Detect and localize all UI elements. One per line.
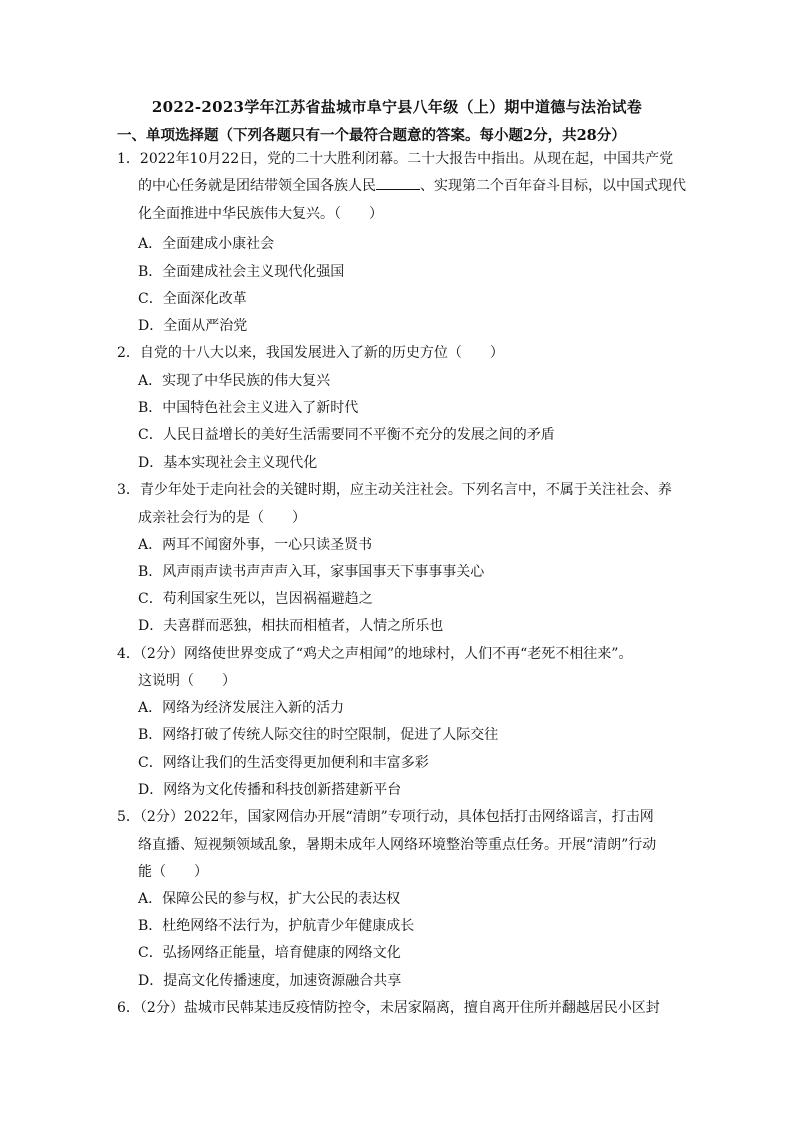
question-3-option-b: B．风声雨声读书声声声入耳，家事国事天下事事事关心	[138, 564, 485, 580]
question-1-option-a: A．全面建成小康社会	[138, 236, 275, 252]
page-title: 2022-2023学年江苏省盐城市阜宁县八年级（上）期中道德与法治试卷	[151, 98, 643, 116]
question-5-line-2: 络直播、短视频领域乱象，暑期未成年人网络环境整治等重点任务。开展“清朗”行动	[138, 837, 657, 853]
question-1-line-2: 的中心任务就是团结带领全国各族人民 、实现第二个百年奋斗目标，以中国式现代	[138, 178, 686, 194]
question-5-option-c: C．弘扬网络正能量，培育健康的网络文化	[138, 945, 401, 961]
question-4-option-b: B．网络打破了传统人际交往的时空限制，促进了人际交往	[138, 727, 499, 743]
question-3-option-c: C．苟利国家生死以，岂因祸福避趋之	[138, 591, 373, 607]
question-4-option-d: D．网络为文化传播和科技创新搭建新平台	[138, 782, 402, 798]
question-5-line-1: 5．（2分）2022年，国家网信办开展“清朗”专项行动，具体包括打击网络谣言，打击网	[117, 809, 654, 825]
question-3-line-2: 成亲社会行为的是（ ）	[138, 510, 306, 526]
question-2-option-c: C．人民日益增长的美好生活需要同不平衡不充分的发展之间的矛盾	[138, 427, 555, 443]
question-3-line-1: 3．青少年处于走向社会的关键时期，应主动关注社会。下列名言中，不属于关注社会、养	[117, 482, 672, 498]
question-4-option-c: C．网络让我们的生活变得更加便利和丰富多彩	[138, 755, 429, 771]
section-heading: 一、单项选择题（下列各题只有一个最符合题意的答案。每小题2分，共28分）	[117, 127, 626, 144]
question-4-line-2: 这说明（ ）	[138, 673, 236, 689]
question-6-line-1: 6．（2分）盐城市民韩某违反疫情防控令，未居家隔离，擅自离开住所并翻越居民小区封	[117, 1000, 660, 1016]
question-1-option-d: D．全面从严治党	[138, 318, 248, 334]
question-2-option-a: A．实现了中华民族的伟大复兴	[138, 373, 331, 389]
question-5-option-b: B．杜绝网络不法行为，护航青少年健康成长	[138, 918, 415, 934]
question-2-option-d: D．基本实现社会主义现代化	[138, 455, 318, 471]
question-1-line-3: 化全面推进中华民族伟大复兴。（ ）	[138, 206, 383, 222]
question-4-line-1: 4．（2分）网络使世界变成了“鸡犬之声相闻”的地球村，人们不再“老死不相往来”。	[117, 646, 633, 662]
question-3-option-d: D．夫喜群而恶独，相扶而相植者，人情之所乐也	[138, 618, 444, 634]
question-4-option-a: A．网络为经济发展注入新的活力	[138, 700, 345, 716]
question-2-line-1: 2．自党的十八大以来，我国发展进入了新的历史方位（ ）	[117, 345, 504, 361]
question-1-option-c: C．全面深化改革	[138, 291, 247, 307]
answer-blank	[376, 177, 420, 190]
question-5-option-a: A．保障公民的参与权，扩大公民的表达权	[138, 891, 401, 907]
question-5-line-3: 能（ ）	[138, 864, 208, 880]
question-1-line-1: 1．2022年10月22日，党的二十大胜利闭幕。二十大报告中指出。从现在起，中国共产党	[117, 151, 674, 167]
question-2-option-b: B．中国特色社会主义进入了新时代	[138, 400, 359, 416]
question-3-option-a: A．两耳不闻窗外事，一心只读圣贤书	[138, 537, 373, 553]
question-1-option-b: B．全面建成社会主义现代化强国	[138, 264, 345, 280]
question-5-option-d: D．提高文化传播速度，加速资源融合共享	[138, 973, 402, 989]
